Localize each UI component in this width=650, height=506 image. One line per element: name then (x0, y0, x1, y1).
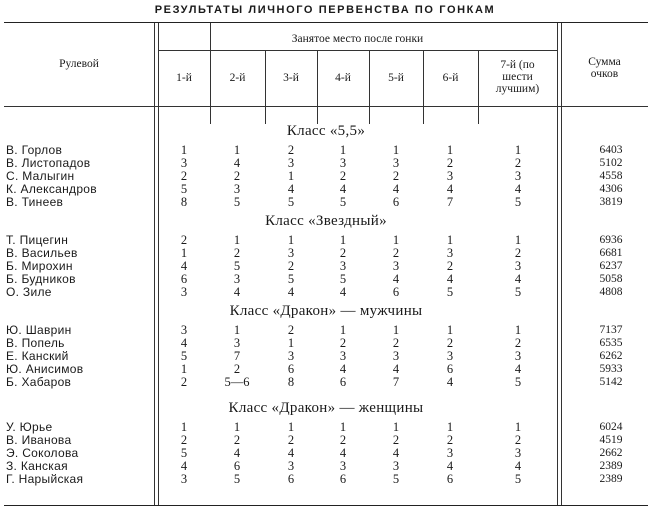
place-cell: 3 (287, 155, 295, 170)
header-race-3: 3-й (283, 72, 299, 84)
place-cell: 1 (180, 361, 188, 376)
place-cell: 1 (392, 233, 400, 247)
place-cell: 3 (446, 445, 454, 460)
place-cell: 5 (233, 258, 241, 273)
place-cell: 5 (287, 271, 295, 286)
place-cell: 3 (180, 471, 188, 486)
section-title: Класс «Звездный» (265, 213, 387, 229)
table-row (4, 376, 648, 389)
place-cell: 6 (287, 471, 295, 486)
place-cell: 5 (339, 271, 347, 286)
place-cell: 4 (339, 181, 347, 196)
place-cell: 1 (339, 233, 347, 247)
points-sum: 2389 (599, 459, 623, 472)
points-sum: 6936 (599, 234, 623, 246)
place-cell: 2 (446, 258, 454, 273)
place-cell: 1 (233, 420, 241, 434)
place-cell: 1 (446, 143, 454, 157)
place-cell: 2 (392, 245, 400, 260)
points-sum: 5058 (599, 272, 623, 285)
place-cell: 2 (392, 168, 400, 183)
place-cell: 5 (339, 194, 347, 209)
place-cell: 3 (392, 155, 400, 170)
points-sum: 5933 (599, 362, 623, 375)
place-cell: 1 (287, 168, 295, 183)
place-cell: 1 (446, 420, 454, 434)
place-cell: 4 (233, 284, 241, 299)
place-cell: 1 (180, 420, 188, 434)
place-cell: 2 (339, 335, 347, 350)
points-sum: 6535 (599, 336, 623, 349)
place-cell: 3 (392, 348, 400, 363)
place-cell: 1 (339, 420, 347, 434)
place-cell: 1 (233, 323, 241, 337)
points-sum: 4808 (599, 285, 623, 298)
table-row (4, 324, 648, 337)
place-cell: 4 (339, 284, 347, 299)
place-cell: 2 (514, 245, 522, 260)
place-cell: 3 (339, 258, 347, 273)
points-sum: 4306 (599, 182, 623, 195)
place-cell: 1 (180, 245, 188, 260)
place-cell: 2 (180, 168, 188, 183)
points-sum: 4519 (599, 433, 623, 446)
place-cell: 3 (339, 348, 347, 363)
column-divider (265, 50, 266, 124)
helmsman-name: Б. Будников (6, 271, 76, 286)
helmsman-name: Б. Мирохин (6, 258, 73, 273)
place-cell: 5 (233, 471, 241, 486)
header-divider (158, 50, 557, 51)
table-row (4, 286, 648, 299)
place-cell: 3 (233, 181, 241, 196)
place-cell: 5 (180, 181, 188, 196)
place-cell: 7 (233, 348, 241, 363)
helmsman-name: В. Васильев (6, 245, 78, 260)
place-cell: 4 (446, 181, 454, 196)
table-row (4, 350, 648, 363)
place-cell: 1 (392, 420, 400, 434)
place-cell: 4 (287, 445, 295, 460)
place-cell: 1 (180, 143, 188, 157)
helmsman-name: У. Юрье (6, 420, 53, 434)
place-cell: 6 (446, 471, 454, 486)
points-sum: 5142 (599, 375, 623, 388)
place-cell: 3 (287, 245, 295, 260)
place-cell: 4 (514, 181, 522, 196)
helmsman-name: О. Зиле (6, 284, 52, 299)
table-row (4, 247, 648, 260)
place-cell: 2 (180, 432, 188, 447)
place-cell: 4 (392, 181, 400, 196)
place-cell: 4 (392, 445, 400, 460)
section-title: Класс «Дракон» — мужчины (229, 303, 423, 319)
points-sum: 2662 (599, 446, 623, 459)
place-cell: 4 (446, 374, 454, 389)
helmsman-name: В. Горлов (6, 143, 63, 157)
place-cell: 5 (392, 471, 400, 486)
place-cell: 3 (339, 155, 347, 170)
place-cell: 5 (287, 194, 295, 209)
place-cell: 7 (446, 194, 454, 209)
place-cell: 2 (287, 258, 295, 273)
table-row (4, 447, 648, 460)
place-cell: 8 (287, 374, 295, 389)
header-race-4: 4-й (335, 72, 351, 84)
place-cell: 3 (180, 323, 188, 337)
place-cell: 2 (233, 245, 241, 260)
place-cell: 2 (287, 432, 295, 447)
place-cell: 4 (514, 458, 522, 473)
header-points: Сумма очков (588, 56, 621, 80)
place-cell: 1 (339, 323, 347, 337)
place-cell: 4 (392, 361, 400, 376)
place-cell: 3 (514, 168, 522, 183)
place-cell: 4 (392, 271, 400, 286)
place-cell: 2 (339, 245, 347, 260)
column-divider (423, 50, 424, 124)
table-row (4, 434, 648, 447)
place-cell: 2 (339, 168, 347, 183)
place-cell: 1 (446, 233, 454, 247)
table-row (4, 473, 648, 486)
place-cell: 5 (233, 194, 241, 209)
place-cell: 3 (180, 284, 188, 299)
place-cell: 5 (514, 194, 522, 209)
place-cell: 2 (446, 432, 454, 447)
section-title: Класс «Дракон» — женщины (228, 400, 424, 416)
place-cell: 6 (392, 194, 400, 209)
place-cell: 4 (514, 271, 522, 286)
place-cell: 3 (514, 258, 522, 273)
place-cell: 2 (514, 155, 522, 170)
place-cell: 2 (514, 335, 522, 350)
place-cell: 2 (392, 432, 400, 447)
points-sum: 6024 (599, 421, 623, 433)
place-cell: 1 (514, 143, 522, 157)
place-cell: 3 (446, 245, 454, 260)
place-cell: 6 (233, 458, 241, 473)
place-cell: 1 (392, 143, 400, 157)
place-cell: 6 (339, 471, 347, 486)
table-row (4, 196, 648, 209)
column-divider (317, 50, 318, 124)
place-cell: 5—6 (224, 374, 250, 389)
place-cell: 3 (233, 271, 241, 286)
place-cell: 3 (339, 458, 347, 473)
table-row (4, 144, 648, 157)
place-cell: 1 (514, 420, 522, 434)
table-row (4, 337, 648, 350)
table-row (4, 363, 648, 376)
points-sum: 3819 (599, 195, 623, 208)
place-cell: 3 (514, 348, 522, 363)
table-row (4, 260, 648, 273)
helmsman-name: Б. Хабаров (6, 374, 72, 389)
place-cell: 6 (180, 271, 188, 286)
place-cell: 1 (339, 143, 347, 157)
place-cell: 2 (287, 323, 295, 337)
place-cell: 3 (180, 155, 188, 170)
place-cell: 1 (514, 323, 522, 337)
header-race-6: 6-й (442, 72, 459, 84)
place-cell: 3 (514, 445, 522, 460)
table-row (4, 460, 648, 473)
helmsman-name: В. Иванова (6, 432, 72, 447)
section-title: Класс «5,5» (286, 123, 366, 139)
place-cell: 5 (514, 374, 522, 389)
place-cell: 1 (287, 420, 295, 434)
helmsman-name: В. Листопадов (6, 155, 91, 170)
helmsman-name: В. Попель (6, 335, 65, 350)
place-cell: 5 (446, 284, 454, 299)
helmsman-name: К. Александров (6, 181, 97, 196)
results-table (4, 22, 648, 506)
place-cell: 3 (446, 168, 454, 183)
place-cell: 6 (446, 361, 454, 376)
header-helmsman: Рулевой (59, 58, 99, 70)
place-cell: 4 (446, 271, 454, 286)
header-bottom-rule (4, 106, 648, 107)
place-cell: 5 (514, 471, 522, 486)
place-cell: 6 (287, 361, 295, 376)
helmsman-name: З. Канская (6, 458, 68, 473)
header-race-7: 7-й (по шести лучшим) (495, 59, 540, 95)
place-cell: 2 (233, 361, 241, 376)
place-cell: 2 (180, 233, 188, 247)
place-cell: 2 (287, 143, 295, 157)
points-sum: 6262 (599, 349, 623, 362)
table-row (4, 157, 648, 170)
place-cell: 2 (514, 432, 522, 447)
place-cell: 4 (233, 155, 241, 170)
helmsman-name: Г. Нарыйская (6, 471, 84, 486)
place-cell: 4 (514, 361, 522, 376)
place-cell: 3 (392, 258, 400, 273)
table-row (4, 170, 648, 183)
place-cell: 2 (233, 432, 241, 447)
points-sum: 2389 (599, 472, 623, 485)
points-sum: 6403 (599, 144, 623, 156)
place-cell: 6 (339, 374, 347, 389)
points-sum: 4558 (599, 169, 623, 182)
place-cell: 1 (514, 233, 522, 247)
table-row (4, 273, 648, 286)
place-cell: 6 (392, 284, 400, 299)
header-race-1: 1-й (176, 72, 192, 84)
place-cell: 1 (392, 323, 400, 337)
table-row (4, 234, 648, 247)
helmsman-name: Т. Пицегин (6, 233, 69, 247)
place-cell: 8 (180, 194, 188, 209)
place-cell: 2 (339, 432, 347, 447)
place-cell: 2 (446, 335, 454, 350)
place-cell: 4 (180, 458, 188, 473)
place-cell: 7 (392, 374, 400, 389)
points-sum: 5102 (599, 156, 623, 169)
place-cell: 4 (287, 181, 295, 196)
place-cell: 4 (180, 335, 188, 350)
place-cell: 2 (233, 168, 241, 183)
header-race-5: 5-й (388, 72, 404, 84)
place-cell: 1 (233, 143, 241, 157)
place-cell: 4 (446, 458, 454, 473)
column-divider (369, 50, 370, 124)
points-sum: 6681 (599, 246, 623, 259)
helmsman-name: С. Малыгин (6, 168, 75, 183)
points-sum: 6237 (599, 259, 623, 272)
place-cell: 2 (446, 155, 454, 170)
place-cell: 5 (180, 445, 188, 460)
table-row (4, 183, 648, 196)
place-cell: 4 (233, 445, 241, 460)
place-cell: 1 (287, 233, 295, 247)
table-row (4, 421, 648, 434)
place-cell: 3 (446, 348, 454, 363)
helmsman-name: Е. Канский (6, 348, 69, 363)
helmsman-name: Ю. Анисимов (6, 361, 84, 376)
place-cell: 3 (233, 335, 241, 350)
helmsman-name: В. Тинеев (6, 194, 64, 209)
place-cell: 1 (446, 323, 454, 337)
helmsman-name: Ю. Шаврин (6, 323, 72, 337)
place-cell: 1 (233, 233, 241, 247)
place-cell: 5 (180, 348, 188, 363)
page-title: РЕЗУЛЬТАТЫ ЛИЧНОГО ПЕРВЕНСТВА ПО ГОНКАМ (154, 4, 496, 16)
place-cell: 3 (287, 348, 295, 363)
points-sum: 7137 (599, 324, 623, 336)
place-cell: 4 (180, 258, 188, 273)
place-cell: 2 (180, 374, 188, 389)
place-cell: 2 (392, 335, 400, 350)
helmsman-name: Э. Соколова (6, 445, 79, 460)
place-cell: 3 (287, 458, 295, 473)
place-cell: 4 (339, 445, 347, 460)
place-cell: 3 (392, 458, 400, 473)
place-cell: 1 (287, 335, 295, 350)
header-race-2: 2-й (229, 72, 246, 84)
place-cell: 5 (514, 284, 522, 299)
header-place-after-race: Занятое место после гонки (291, 33, 424, 45)
place-cell: 4 (339, 361, 347, 376)
place-cell: 4 (287, 284, 295, 299)
